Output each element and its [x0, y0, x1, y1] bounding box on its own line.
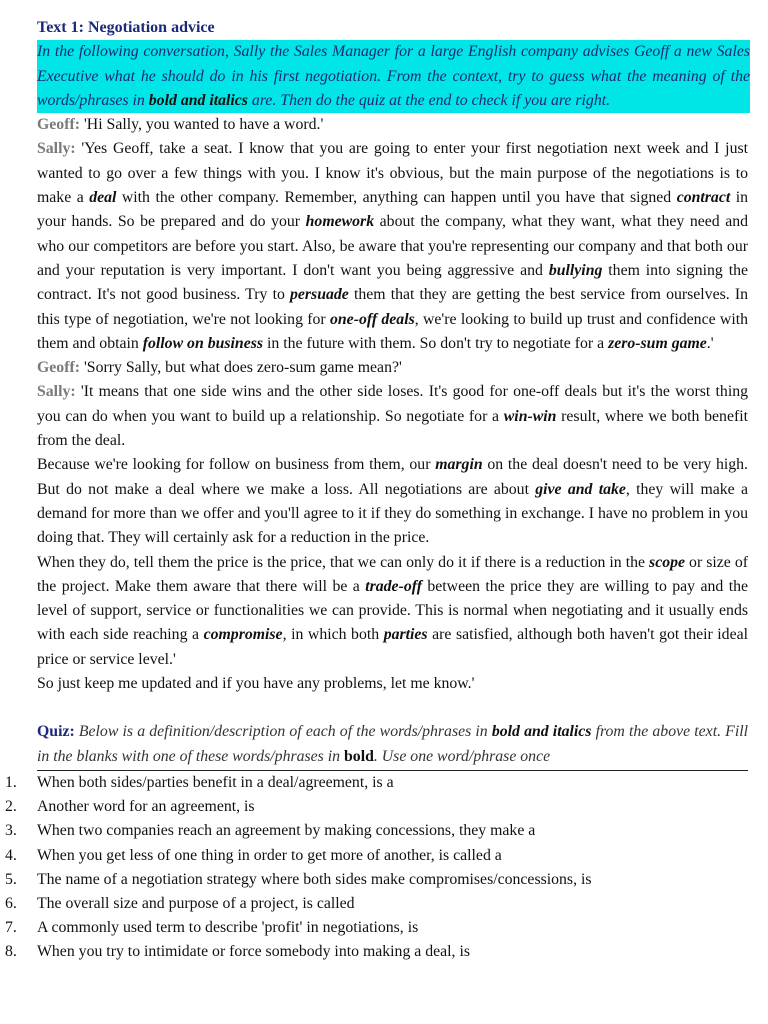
speaker-sally: Sally: [37, 383, 76, 401]
quiz-item-number: 6. [5, 894, 17, 912]
intro-bold-italic: bold and italics [148, 91, 248, 109]
quiz-item-text: The overall size and purpose of a project, is called [37, 894, 355, 912]
quiz-label: Quiz: [37, 723, 75, 741]
dialogue-text: between the price they are willing to pay and the level of support, service or functionalities we can provide. This is normal when negotiating and it usually ends with each side reaching a [37, 577, 749, 644]
dialogue-text: or size of the project. Make them aware that there will be a [37, 553, 748, 595]
keyword-homework: homework [305, 213, 375, 231]
quiz-item-number: 8. [5, 943, 17, 961]
dialogue-line-sally-2 [37, 380, 748, 453]
quiz-item-text: Another word for an agreement, is [37, 798, 255, 816]
dialogue-text: , in which both [282, 626, 384, 644]
quiz-text: from the above text. Fill in the blanks with one of these words/phrases in [37, 723, 748, 765]
keyword-win-win: win-win [503, 407, 557, 425]
dialogue-text: about the company, what they want, what they need and who our competitors are before you start. Also, be aware that you're representing our company and that both our and your reputation is very important. I don't want you being aggressive and [37, 213, 748, 279]
quiz-item-number: 4. [5, 846, 17, 864]
dialogue-text: them into signing the contract. It's not good business. Try to [37, 261, 749, 304]
dialogue-text: When they do, tell them the price is the price, that we can only do it if there is a reduction in the [37, 553, 650, 571]
intro-paragraph [37, 40, 750, 113]
quiz-item-number: 2. [5, 798, 17, 816]
quiz-bold: bold [344, 747, 374, 765]
intro-text: In the following conversation, Sally the Sales Manager for a large English company advises Geoff a new Sales Executive what he should do in his first negotiation. From the context, try to guess what the meaning of the words/phrases in [37, 43, 750, 109]
dialogue-text: in your hands. So be prepared and do your [37, 189, 748, 231]
speaker-geoff: Geoff: [37, 116, 80, 134]
quiz-instructions [37, 720, 748, 771]
speaker-sally: Sally: [37, 140, 76, 158]
quiz-text: . Use one word/phrase once [373, 747, 551, 765]
spacer [37, 696, 748, 720]
keyword-follow-on-business: follow on business [142, 334, 264, 352]
dialogue-text: them that they are getting the best service from ourselves. In this type of negotiation, we're not looking for [37, 286, 748, 328]
quiz-item [5, 771, 748, 795]
dialogue-text: result, where we both benefit from the deal. [37, 407, 748, 450]
dialogue-text: , we're looking to build up trust and confidence with them and obtain [37, 310, 748, 352]
quiz-text: Below is a definition/description of each of the words/phrases in [74, 723, 492, 741]
dialogue-text: in the future with them. So don't try to negotiate for a [263, 334, 609, 352]
quiz-item [5, 795, 748, 819]
quiz-item-text: When two companies reach an agreement by making concessions, they make a [37, 822, 536, 840]
quiz-item-text: The name of a negotiation strategy where both sides make compromises/concessions, is [37, 870, 592, 888]
quiz-item-text: When you get less of one thing in order to get more of another, is called a [37, 846, 502, 864]
quiz-item-text: A commonly used term to describe 'profit' in negotiations, is [37, 919, 419, 937]
keyword-give-and-take: give and take [535, 480, 626, 498]
keyword-margin: margin [435, 456, 483, 474]
dialogue-text: 'Hi Sally, you wanted to have a word.' [83, 116, 324, 134]
dialogue-text: Because we're looking for follow on business from them, our [37, 456, 436, 474]
quiz-item-number: 3. [5, 822, 17, 840]
dialogue-text: 'Sorry Sally, but what does zero-sum game mean?' [83, 359, 402, 377]
dialogue-text: 'Yes Geoff, take a seat. I know that you are going to enter your first negotiation next week and I just wanted to go over a few things with you. I know it's obvious, but the main purpose of the negotiations is to make a [37, 140, 749, 207]
keyword-trade-off: trade-off [365, 577, 422, 595]
keyword-persuade: persuade [290, 286, 349, 304]
dialogue-paragraph-margin [37, 453, 748, 550]
dialogue-text: , they will make a demand for more than we offer and you'll agree to it if they do something in exchange. I have no problem in you doing that. They will certainly ask for a reduction in the price. [37, 480, 749, 547]
dialogue-line-sally-1 [37, 137, 748, 356]
document-title: Text 1: Negotiation advice [37, 19, 215, 36]
keyword-zero-sum-game: zero-sum game [608, 334, 707, 352]
quiz-bold-italic: bold and italics [491, 723, 592, 741]
keyword-scope: scope [649, 553, 686, 571]
quiz-item [5, 940, 748, 964]
dialogue-text: with the other company. Remember, anything can happen until you have that signed [116, 189, 677, 207]
keyword-bullying: bullying [548, 261, 603, 279]
dialogue-line-geoff-1 [37, 113, 748, 137]
quiz-item-number: 7. [5, 919, 17, 937]
dialogue-paragraph-scope [37, 551, 748, 672]
keyword-contract: contract [676, 189, 731, 207]
quiz-item-number: 5. [5, 870, 17, 888]
dialogue-text: 'It means that one side wins and the other side loses. It's good for one-off deals but it's the worst thing you can do when you want to build up a relationship. So negotiate for a [37, 383, 749, 425]
keyword-compromise: compromise [203, 626, 283, 644]
intro-text-end: are. Then do the quiz at the end to check if you are right. [247, 91, 611, 109]
quiz-item [5, 868, 748, 892]
keyword-deal: deal [89, 189, 117, 207]
quiz-list [5, 771, 748, 965]
quiz-item-number: 1. [5, 773, 17, 791]
speaker-geoff: Geoff: [37, 359, 80, 377]
quiz-item [5, 844, 748, 868]
quiz-item-text: When you try to intimidate or force somebody into making a deal, is [37, 943, 470, 961]
quiz-item-text: When both sides/parties benefit in a deal/agreement, is a [37, 773, 394, 791]
dialogue-paragraph-closing: So just keep me updated and if you have any problems, let me know.' [37, 675, 475, 693]
dialogue-text: .' [706, 334, 714, 352]
quiz-item [5, 819, 748, 843]
dialogue-text: are satisfied, although both haven't got their ideal price or service level.' [37, 626, 748, 668]
quiz-item [5, 916, 748, 940]
dialogue-line-geoff-2 [37, 356, 748, 380]
dialogue-text: on the deal doesn't need to be very high. But do not make a deal where we make a loss. All negotiations are about [37, 456, 748, 498]
keyword-parties: parties [383, 626, 428, 644]
quiz-item [5, 892, 748, 916]
keyword-one-off-deals: one-off deals [330, 310, 415, 328]
